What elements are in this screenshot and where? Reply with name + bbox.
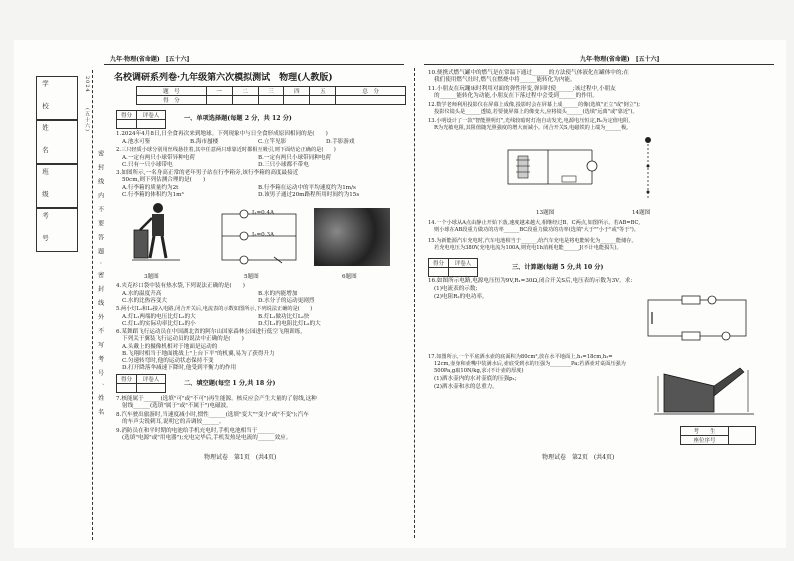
score-cell[interactable] <box>310 96 336 105</box>
score-th: 总 分 <box>336 87 406 96</box>
grader-score: 得分 <box>429 259 449 268</box>
section-3-title: 三、计算题(每题 5 分,共 10 分) <box>512 264 604 271</box>
q4-option-c[interactable]: C.水的比热容变大 <box>122 298 168 304</box>
figure-14-caption: 14题图 <box>632 210 651 216</box>
grader-box-1 <box>116 110 166 129</box>
q6-option-b[interactable]: B.飞翔时相当于地面挑战上"上台下平"的机翼,易为了获得升力 <box>122 351 275 357</box>
q16-sub-1: (1)电流表的示数; <box>434 286 478 292</box>
q9-stem: 9.消防员在和平时期的电池给手机充电时,手机电池相当于______ <box>116 428 275 434</box>
q10-stem: 10.便携式燃气罐中的燃气是在常温下通过______的方法使气体液化在罐体中的;在 <box>428 70 629 76</box>
score-label: 得 分 <box>137 96 207 105</box>
score-th: 二 <box>232 87 258 96</box>
q1-stem: 1.2024年4月8日,日全食再次来到地球。下列现象中与日全食形成原因相同的是( ) <box>116 131 328 137</box>
score-cell[interactable] <box>258 96 284 105</box>
q10-stem-cont: 我们使用燃气灶时,燃气在燃烧中将______能转化为内能。 <box>434 77 576 83</box>
figure-3-caption: 3题图 <box>144 274 159 280</box>
q6-option-c[interactable]: C.匀速转弯时,他的运动状态保持不变 <box>122 358 214 364</box>
class-box[interactable] <box>36 164 78 208</box>
grader-name: 评卷人 <box>136 375 165 384</box>
q15-stem-cont: 若充电电压为380V,充电电流为100A,则充电1h消耗电能______J(不计电能损失)。 <box>434 245 622 251</box>
exam-seat-box <box>680 426 756 445</box>
figure-17-watering-can <box>654 356 754 416</box>
q5-option-c[interactable]: C.灯L₁的实际功率比灯L₂的小 <box>122 321 196 327</box>
q3-stem-cont: 50cm,则下列估测合理的是( ) <box>122 177 206 183</box>
q12-stem: 12.数学老师利用投影仪在屏幕上成像,投影时会在屏幕上成______的像(选填"正立"或"倒立"); <box>428 102 640 108</box>
figure-16-circuit <box>642 290 752 342</box>
grader-name-cell[interactable] <box>136 120 165 129</box>
grader-score-cell[interactable] <box>117 120 137 129</box>
q17-stem-cont2: 500Pa,g取10N/kg,求:(不计壶的厚度) <box>434 368 524 374</box>
exam-number-box[interactable] <box>36 208 78 252</box>
q5-option-b[interactable]: B.灯L₁做功比灯L₂快 <box>258 314 310 320</box>
figure-5-current-2: I₂=0.3A <box>252 232 275 238</box>
score-table <box>136 86 406 105</box>
figure-14-falling-ball <box>636 136 666 206</box>
q17-sub-2: (2)洒水壶和水的总重力。 <box>434 384 498 390</box>
q1-option-d[interactable]: D.手影游戏 <box>326 139 355 145</box>
score-th: 四 <box>284 87 310 96</box>
q7-stem-cont: 射线______(选填"属于"或"不属于")电磁波。 <box>122 403 232 409</box>
exam-seat-label-a: 考 生 <box>681 427 729 436</box>
q14-stem: 14.一个小球从A点由静止开始下落,速度越来越大,相继经过B、C两点,如图所示。若AB=BC, <box>428 220 640 226</box>
figure-3-man-suitcase <box>132 200 182 270</box>
name-label: 姓 名 <box>41 124 49 154</box>
q8-stem-cont: 的车声尖锐刺耳,说明它的音调较______。 <box>122 419 225 425</box>
grader-name: 评卷人 <box>136 111 165 120</box>
grader-name-cell[interactable] <box>448 268 477 277</box>
q1-option-a[interactable]: A.池水可鉴 <box>122 139 151 145</box>
side-year: 2024 <box>84 76 90 93</box>
grader-name-cell[interactable] <box>136 384 165 393</box>
figure-6-caption: 6题图 <box>342 274 357 280</box>
q4-option-b[interactable]: B.水的内能增加 <box>258 291 298 297</box>
q14-stem-cont: 则小球在AB段重力做功的功率______BC段重力做功的功率(选填"大于""小于"或"等于")。 <box>434 227 639 233</box>
q3-option-d[interactable]: D.该男子通过20m路程所用时间约为15s <box>258 192 360 198</box>
figure-6-photo <box>314 208 390 266</box>
class-label: 班 级 <box>41 168 49 198</box>
exam-seat-cell[interactable] <box>729 427 756 445</box>
footer-right: 物理试卷 第2页 (共4页) <box>542 454 615 461</box>
exam-title: 名校调研系列卷·九年级第六次模拟测试 物理(人教版) <box>114 73 333 83</box>
q2-option-c[interactable]: C.只有一只小球带电 <box>122 162 173 168</box>
grader-score: 得分 <box>117 111 137 120</box>
q11-stem-cont: 的______能转化为动能,小朋友在下落过程中会受到______的作用。 <box>434 93 598 99</box>
q17-stem-cont: 12cm,壶身和壶嘴中装满水后,壶底受到水的压强为________Pa;若酒壶对桌面压强为 <box>434 361 626 367</box>
name-box[interactable] <box>36 120 78 164</box>
q6-stem-cont: 下列关于翼装飞行运动员的说法中正确的是( ) <box>122 336 244 342</box>
score-th: 五 <box>310 87 336 96</box>
q3-option-a[interactable]: A.行李箱的质量约为2t <box>122 185 179 191</box>
q11-stem: 11.小朋友在玩蹦床时利用对面的弹性形变,弹回时使______;该过程中,小朋友 <box>428 86 616 92</box>
q3-stem: 3.如图所示,一名身高正常的老年男子站在行李箱旁,该行李箱的高度最接近 <box>116 170 299 176</box>
q5-stem: 5.两小灯L₁和L₂接入电路,闭合开关后,电流表的示数如图所示,下列说法正确的是( ) <box>116 306 313 312</box>
q2-option-b[interactable]: B.一定有两只小球带同种电荷 <box>258 155 332 161</box>
q16-stem: 16.如图所示电路,电源电压恒为9V,R₁=30Ω,闭合开关S后,电压表的示数为3V。求: <box>428 278 633 284</box>
q1-option-c[interactable]: C.立竿见影 <box>258 139 287 145</box>
q4-option-a[interactable]: A.水的温度升高 <box>122 291 162 297</box>
score-cell[interactable] <box>284 96 310 105</box>
q2-stem: 2.三只轻质小球分别用丝线悬挂着,其中任意两只球靠近时都相互吸引,则下面结论正确的是( ) <box>116 147 336 153</box>
q1-option-b[interactable]: B.海市蜃楼 <box>190 139 219 145</box>
q13-stem: 13.小明设计了一款"智能照明灯",光线较暗时灯泡自动发光,电源电压恒定,R₀为定值电阻, <box>428 118 630 124</box>
q3-option-b[interactable]: B.行李箱在运动中的平均速度约为1m/s <box>258 185 356 191</box>
score-cell[interactable] <box>232 96 258 105</box>
footer-left: 物理试卷 第1页 (共4页) <box>204 454 277 461</box>
grader-name: 评卷人 <box>448 259 477 268</box>
q6-option-a[interactable]: A.头戴上的摄像机相对于地面是运动的 <box>122 344 218 350</box>
q16-sub-2: (2)电阻R₂的电功率。 <box>434 294 488 300</box>
section-2-title: 二、填空题(每空 1 分,共 18 分) <box>184 380 276 387</box>
score-th: 三 <box>258 87 284 96</box>
figure-13-electromagnet-circuit <box>502 136 602 206</box>
grader-score-cell[interactable] <box>117 384 137 393</box>
section-1-title: 一、单项选择题(每题 2 分，共 12 分) <box>184 115 292 122</box>
q17-stem: 17.如图所示,一个平底洒水壶的底面积为80cm²,放在水平地面上,h₁=18cm,h₂= <box>428 354 613 360</box>
q4-option-d[interactable]: D.水分子的运动更剧烈 <box>258 298 315 304</box>
q8-stem: 8.汽车驶出旅游时,当速度减小时,惯性______(选填"变大""变小"或"不变");汽车 <box>116 412 309 418</box>
figure-5-current-1: I₁=0.4A <box>252 210 275 216</box>
header-left: 九年·物理(省命题) [五十六] <box>110 56 190 63</box>
score-th: 题 号 <box>137 87 207 96</box>
q17-sub-1: (1)洒水壶内的水对壶底的压强p₁; <box>434 376 517 382</box>
q12-stem-cont: 投影仪镜头是______透镜,若要使屏幕上的像变大,应将镜头______(选填"远离"或"靠近")。 <box>434 109 638 115</box>
score-cell[interactable] <box>206 96 232 105</box>
header-right: 九年·物理(省命题) [五十六] <box>580 56 660 63</box>
seal-line-text: 密 封 线 内 不 要 答 题 · 密 封 线 外 不 写 考 号 、 姓 名 <box>96 150 104 416</box>
q6-stem: 6.某舞蹈飞行运动员在中国湖北省的阿尔山国家森林公园进行低空飞翔训练, <box>116 329 303 335</box>
grader-score: 得分 <box>117 375 137 384</box>
q6-option-d[interactable]: D.打开降落伞减速下降时,他受到平衡力的作用 <box>122 365 237 371</box>
exam-sheet <box>14 40 786 548</box>
grader-score-cell[interactable] <box>429 268 449 277</box>
side-code: (五十六) <box>84 108 90 132</box>
q15-stem: 15.为新能源汽车充电时,汽车电池相当于______,给汽车充电是将电能转化为______能储存。 <box>428 238 637 244</box>
q9-stem-cont: (选填"电源"或"用电器");充电完毕后,手机发热是电流的______效应。 <box>122 435 292 441</box>
grader-box-3 <box>428 258 478 277</box>
q3-option-c[interactable]: C.行李箱的体积约为1m³ <box>122 192 184 198</box>
score-th: 一 <box>206 87 232 96</box>
q5-option-d[interactable]: D.灯L₁的电阻比灯L₂的大 <box>258 321 321 327</box>
figure-5-caption: 5题图 <box>244 274 259 280</box>
q7-stem: 7.核能属于______(选填"可"或"不可")再生能源。核反应会产生大量的了射线,这种 <box>116 396 317 402</box>
q13-stem-cont: R为光敏电阻,其阻值随光照强度的增大而减小。闭合开关S,电磁铁的上端为______极。 <box>434 125 632 131</box>
exam-seat-label-b: 座位序号 <box>681 436 729 445</box>
school-box[interactable] <box>36 76 78 120</box>
q2-option-a[interactable]: A.一定有两只小球带异种电荷 <box>122 155 195 161</box>
score-cell[interactable] <box>336 96 406 105</box>
q5-option-a[interactable]: A.灯L₁两端的电压比灯L₂的大 <box>122 314 196 320</box>
figure-13-caption: 13题图 <box>536 210 555 216</box>
exam-number-label: 考 号 <box>41 212 49 242</box>
school-label: 学 校 <box>41 80 49 110</box>
q2-option-d[interactable]: D.三只小球都不带电 <box>258 162 309 168</box>
q4-stem: 4.夹克衫口袋中装有热水袋,下列说法正确的是( ) <box>116 283 245 289</box>
grader-box-2 <box>116 374 166 393</box>
